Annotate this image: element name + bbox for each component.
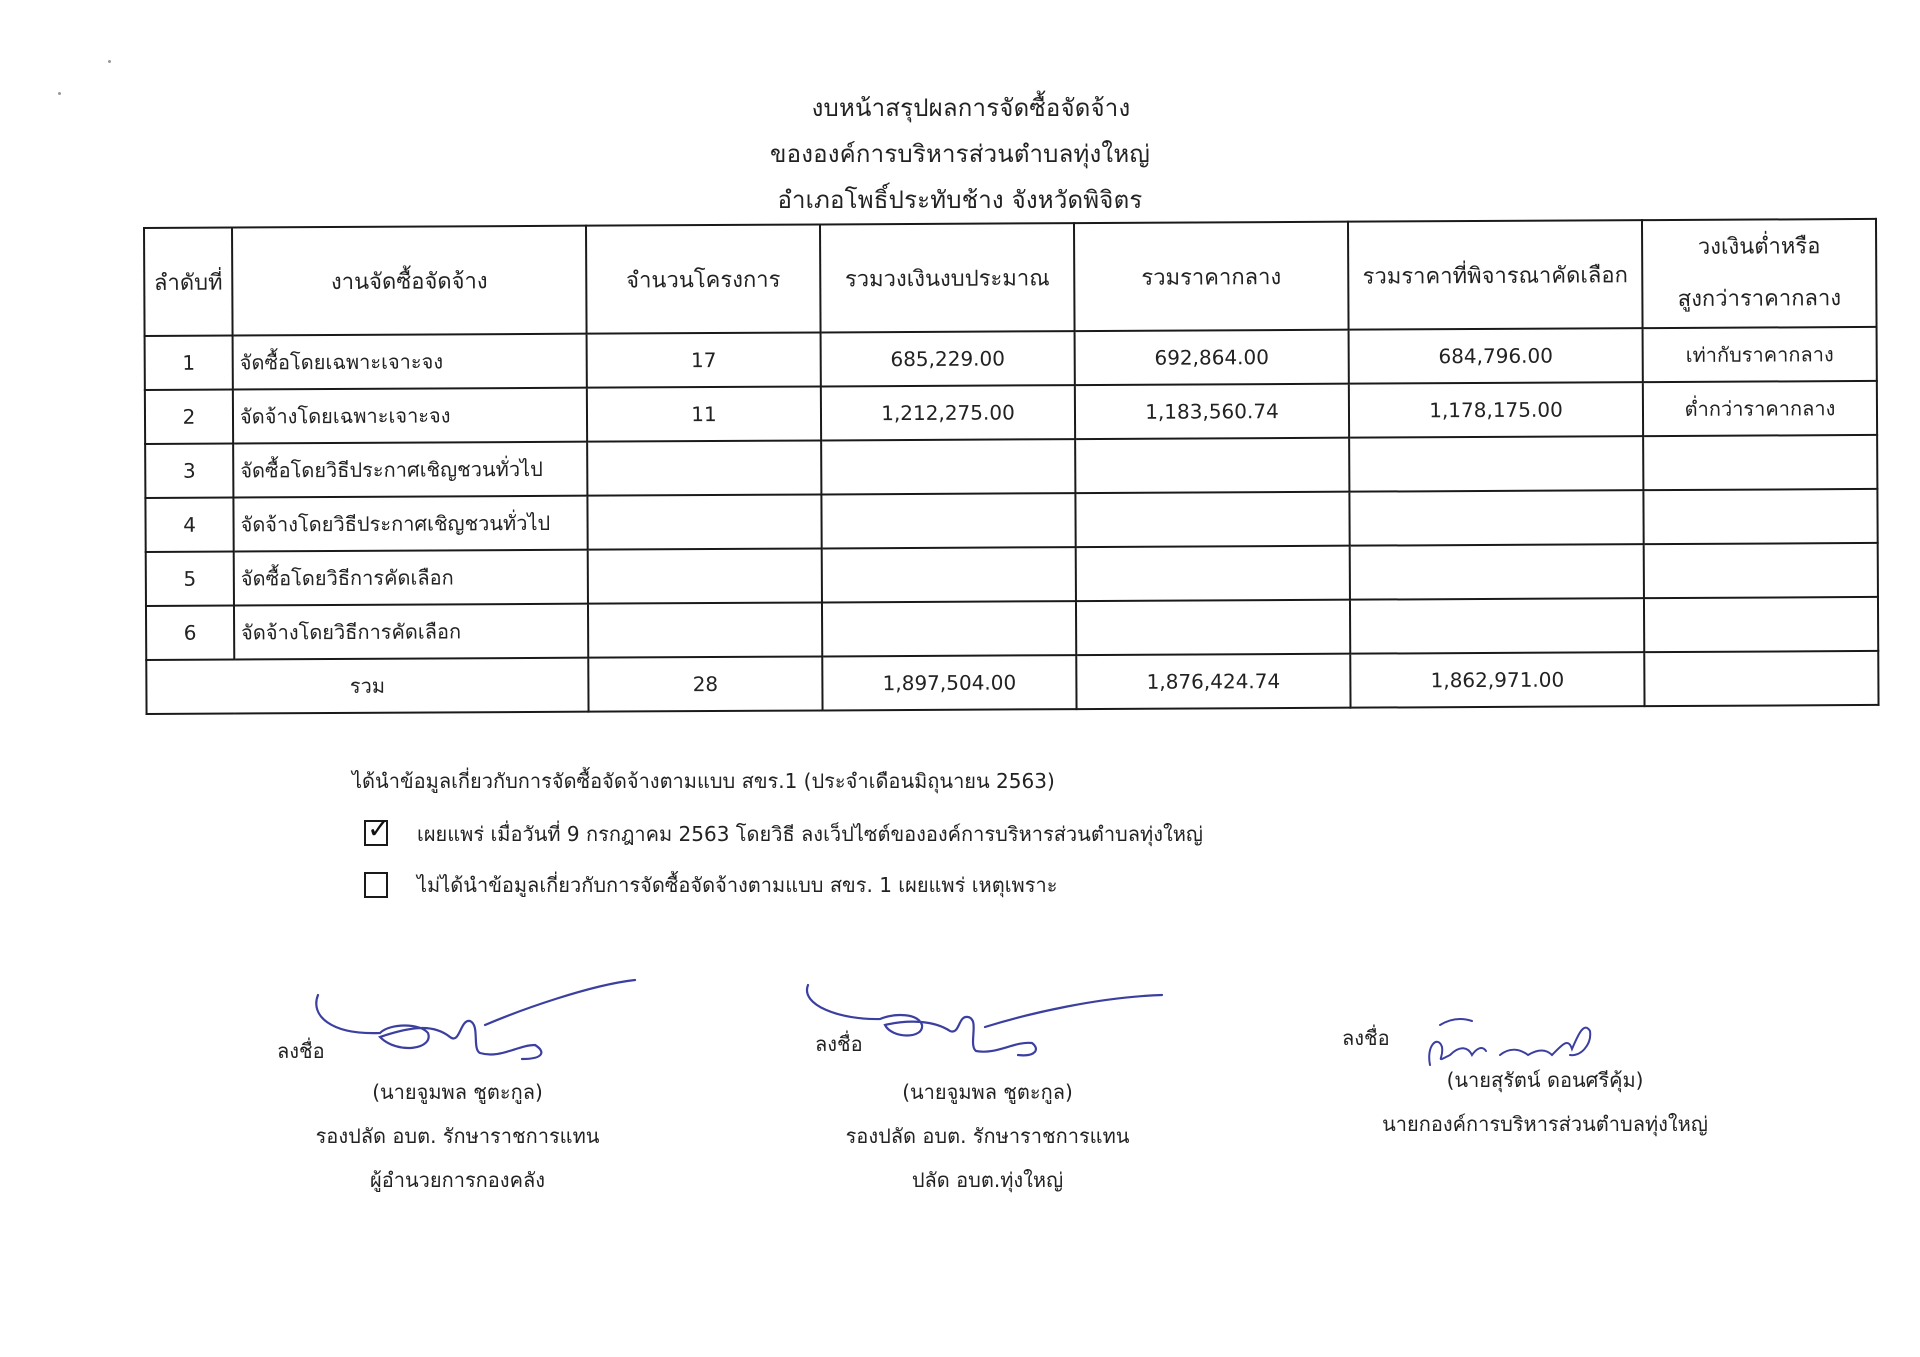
row-median bbox=[1075, 438, 1349, 493]
table-row bbox=[145, 489, 1877, 552]
total-median: 1,876,424.74 bbox=[1076, 654, 1350, 709]
row-budget bbox=[822, 601, 1076, 656]
table-row bbox=[145, 327, 1877, 390]
row-no: 6 bbox=[146, 606, 234, 660]
row-compare bbox=[1643, 489, 1877, 544]
row-count bbox=[588, 602, 822, 657]
row-compare: เท่ากับราคากลาง bbox=[1643, 327, 1877, 382]
header-compare bbox=[1642, 219, 1877, 328]
row-median: 1,183,560.74 bbox=[1075, 384, 1349, 439]
row-selected bbox=[1349, 490, 1643, 546]
signature-block-2 bbox=[790, 1070, 1185, 1202]
header-median: รวมราคากลาง bbox=[1074, 222, 1349, 331]
signatory-position-2: ผู้อำนวยการกองคลัง bbox=[370, 1168, 545, 1192]
document-title bbox=[0, 85, 1920, 223]
procurement-summary-table bbox=[143, 218, 1880, 715]
header-selected: รวมราคาที่พิจารณาคัดเลือก bbox=[1348, 220, 1643, 330]
row-type: จัดจ้างโดยวิธีการคัดเลือก bbox=[234, 604, 588, 660]
sign-label: ลงชื่อ bbox=[277, 1039, 325, 1063]
row-type: จัดจ้างโดยเฉพาะเจาะจง bbox=[233, 388, 587, 444]
signatory-position-1: รองปลัด อบต. รักษาราชการแทน bbox=[845, 1124, 1130, 1148]
row-count: 11 bbox=[587, 386, 821, 441]
row-compare bbox=[1644, 597, 1878, 652]
table-row bbox=[145, 435, 1877, 498]
row-type: จัดจ้างโดยวิธีประกาศเชิญชวนทั่วไป bbox=[233, 496, 587, 552]
total-selected: 1,862,971.00 bbox=[1350, 652, 1644, 708]
row-compare bbox=[1644, 543, 1878, 598]
row-median bbox=[1075, 492, 1349, 547]
scan-speck bbox=[108, 60, 111, 63]
signatory-name: (นายสุรัตน์ ดอนศรีคุ้ม) bbox=[1446, 1068, 1644, 1092]
title-line-3: อำเภอโพธิ์ประทับช้าง จังหวัดพิจิตร bbox=[777, 186, 1143, 214]
row-no: 5 bbox=[146, 552, 234, 606]
signatory-name: (นายจูมพล ชูตะกูล) bbox=[902, 1080, 1073, 1104]
total-compare bbox=[1644, 651, 1878, 706]
row-selected bbox=[1350, 544, 1644, 600]
row-count: 17 bbox=[587, 332, 821, 387]
header-compare-line2: สูงกว่าราคากลาง bbox=[1677, 286, 1842, 312]
row-budget bbox=[821, 493, 1075, 548]
published-text: เผยแพร่ เมื่อวันที่ 9 กรกฎาคม 2563 โดยวิธี ลงเว็ปไซต์ขององค์การบริหารส่วนตำบลทุ่งใหญ่ bbox=[417, 822, 1203, 846]
row-compare: ต่ำกว่าราคากลาง bbox=[1643, 381, 1877, 436]
notes-intro: ได้นำข้อมูลเกี่ยวกับการจัดซื้อจัดจ้างตามแบบ สขร.1 (ประจำเดือนมิถุนายน 2563) bbox=[352, 769, 1055, 793]
table-row bbox=[146, 597, 1878, 660]
header-count: จำนวนโครงการ bbox=[586, 224, 821, 333]
header-budget: รวมวงเงินงบประมาณ bbox=[820, 223, 1075, 332]
row-count bbox=[587, 494, 821, 549]
published-checkbox[interactable] bbox=[364, 812, 391, 846]
checkmark-icon: ✓ bbox=[367, 812, 391, 845]
total-count: 28 bbox=[588, 656, 822, 711]
row-count bbox=[587, 440, 821, 495]
sign-label: ลงชื่อ bbox=[1342, 1026, 1390, 1050]
not-published-text: ไม่ได้นำข้อมูลเกี่ยวกับการจัดซื้อจัดจ้างตามแบบ สขร. 1 เผยแพร่ เหตุเพราะ bbox=[417, 873, 1058, 897]
header-no: ลำดับที่ bbox=[144, 228, 233, 336]
row-budget: 685,229.00 bbox=[821, 331, 1075, 386]
row-type: จัดซื้อโดยเฉพาะเจาะจง bbox=[233, 334, 587, 390]
row-selected bbox=[1350, 598, 1644, 654]
row-budget: 1,212,275.00 bbox=[821, 385, 1075, 440]
row-type: จัดซื้อโดยวิธีประกาศเชิญชวนทั่วไป bbox=[233, 442, 587, 498]
row-budget bbox=[821, 439, 1075, 494]
total-label: รวม bbox=[146, 658, 588, 714]
row-selected: 684,796.00 bbox=[1349, 328, 1643, 384]
row-selected: 1,178,175.00 bbox=[1349, 382, 1643, 438]
row-no: 1 bbox=[145, 336, 233, 390]
table-row bbox=[145, 381, 1877, 444]
signatory-position-2: ปลัด อบต.ทุ่งใหญ่ bbox=[911, 1168, 1064, 1192]
signature-block-1 bbox=[260, 1070, 655, 1202]
table-row bbox=[146, 543, 1878, 606]
row-median: 692,864.00 bbox=[1075, 330, 1349, 385]
row-no: 4 bbox=[145, 498, 233, 552]
signatory-name: (นายจูมพล ชูตะกูล) bbox=[372, 1080, 543, 1104]
row-median bbox=[1076, 600, 1350, 655]
total-budget: 1,897,504.00 bbox=[822, 655, 1076, 710]
row-type: จัดซื้อโดยวิธีการคัดเลือก bbox=[234, 550, 588, 606]
title-line-1: งบหน้าสรุปผลการจัดซื้อจัดจ้าง bbox=[811, 94, 1131, 122]
sign-label: ลงชื่อ bbox=[815, 1032, 863, 1056]
handwritten-signature bbox=[800, 975, 1170, 1085]
not-published-checkbox[interactable] bbox=[364, 872, 388, 898]
row-median bbox=[1076, 546, 1350, 601]
row-budget bbox=[822, 547, 1076, 602]
header-type: งานจัดซื้อจัดจ้าง bbox=[232, 226, 587, 336]
row-count bbox=[588, 548, 822, 603]
row-no: 3 bbox=[145, 444, 233, 498]
row-no: 2 bbox=[145, 390, 233, 444]
header-compare-line1: วงเงินต่ำหรือ bbox=[1697, 234, 1821, 260]
row-selected bbox=[1349, 436, 1643, 492]
signature-block-3 bbox=[1360, 1058, 1730, 1146]
signatory-position-1: นายกองค์การบริหารส่วนตำบลทุ่งใหญ่ bbox=[1382, 1112, 1708, 1136]
title-line-2: ขององค์การบริหารส่วนตำบลทุ่งใหญ่ bbox=[770, 140, 1150, 168]
table-total-row bbox=[146, 651, 1878, 714]
signatory-position-1: รองปลัด อบต. รักษาราชการแทน bbox=[315, 1124, 600, 1148]
row-compare bbox=[1643, 435, 1877, 490]
table-header-row bbox=[144, 219, 1877, 336]
